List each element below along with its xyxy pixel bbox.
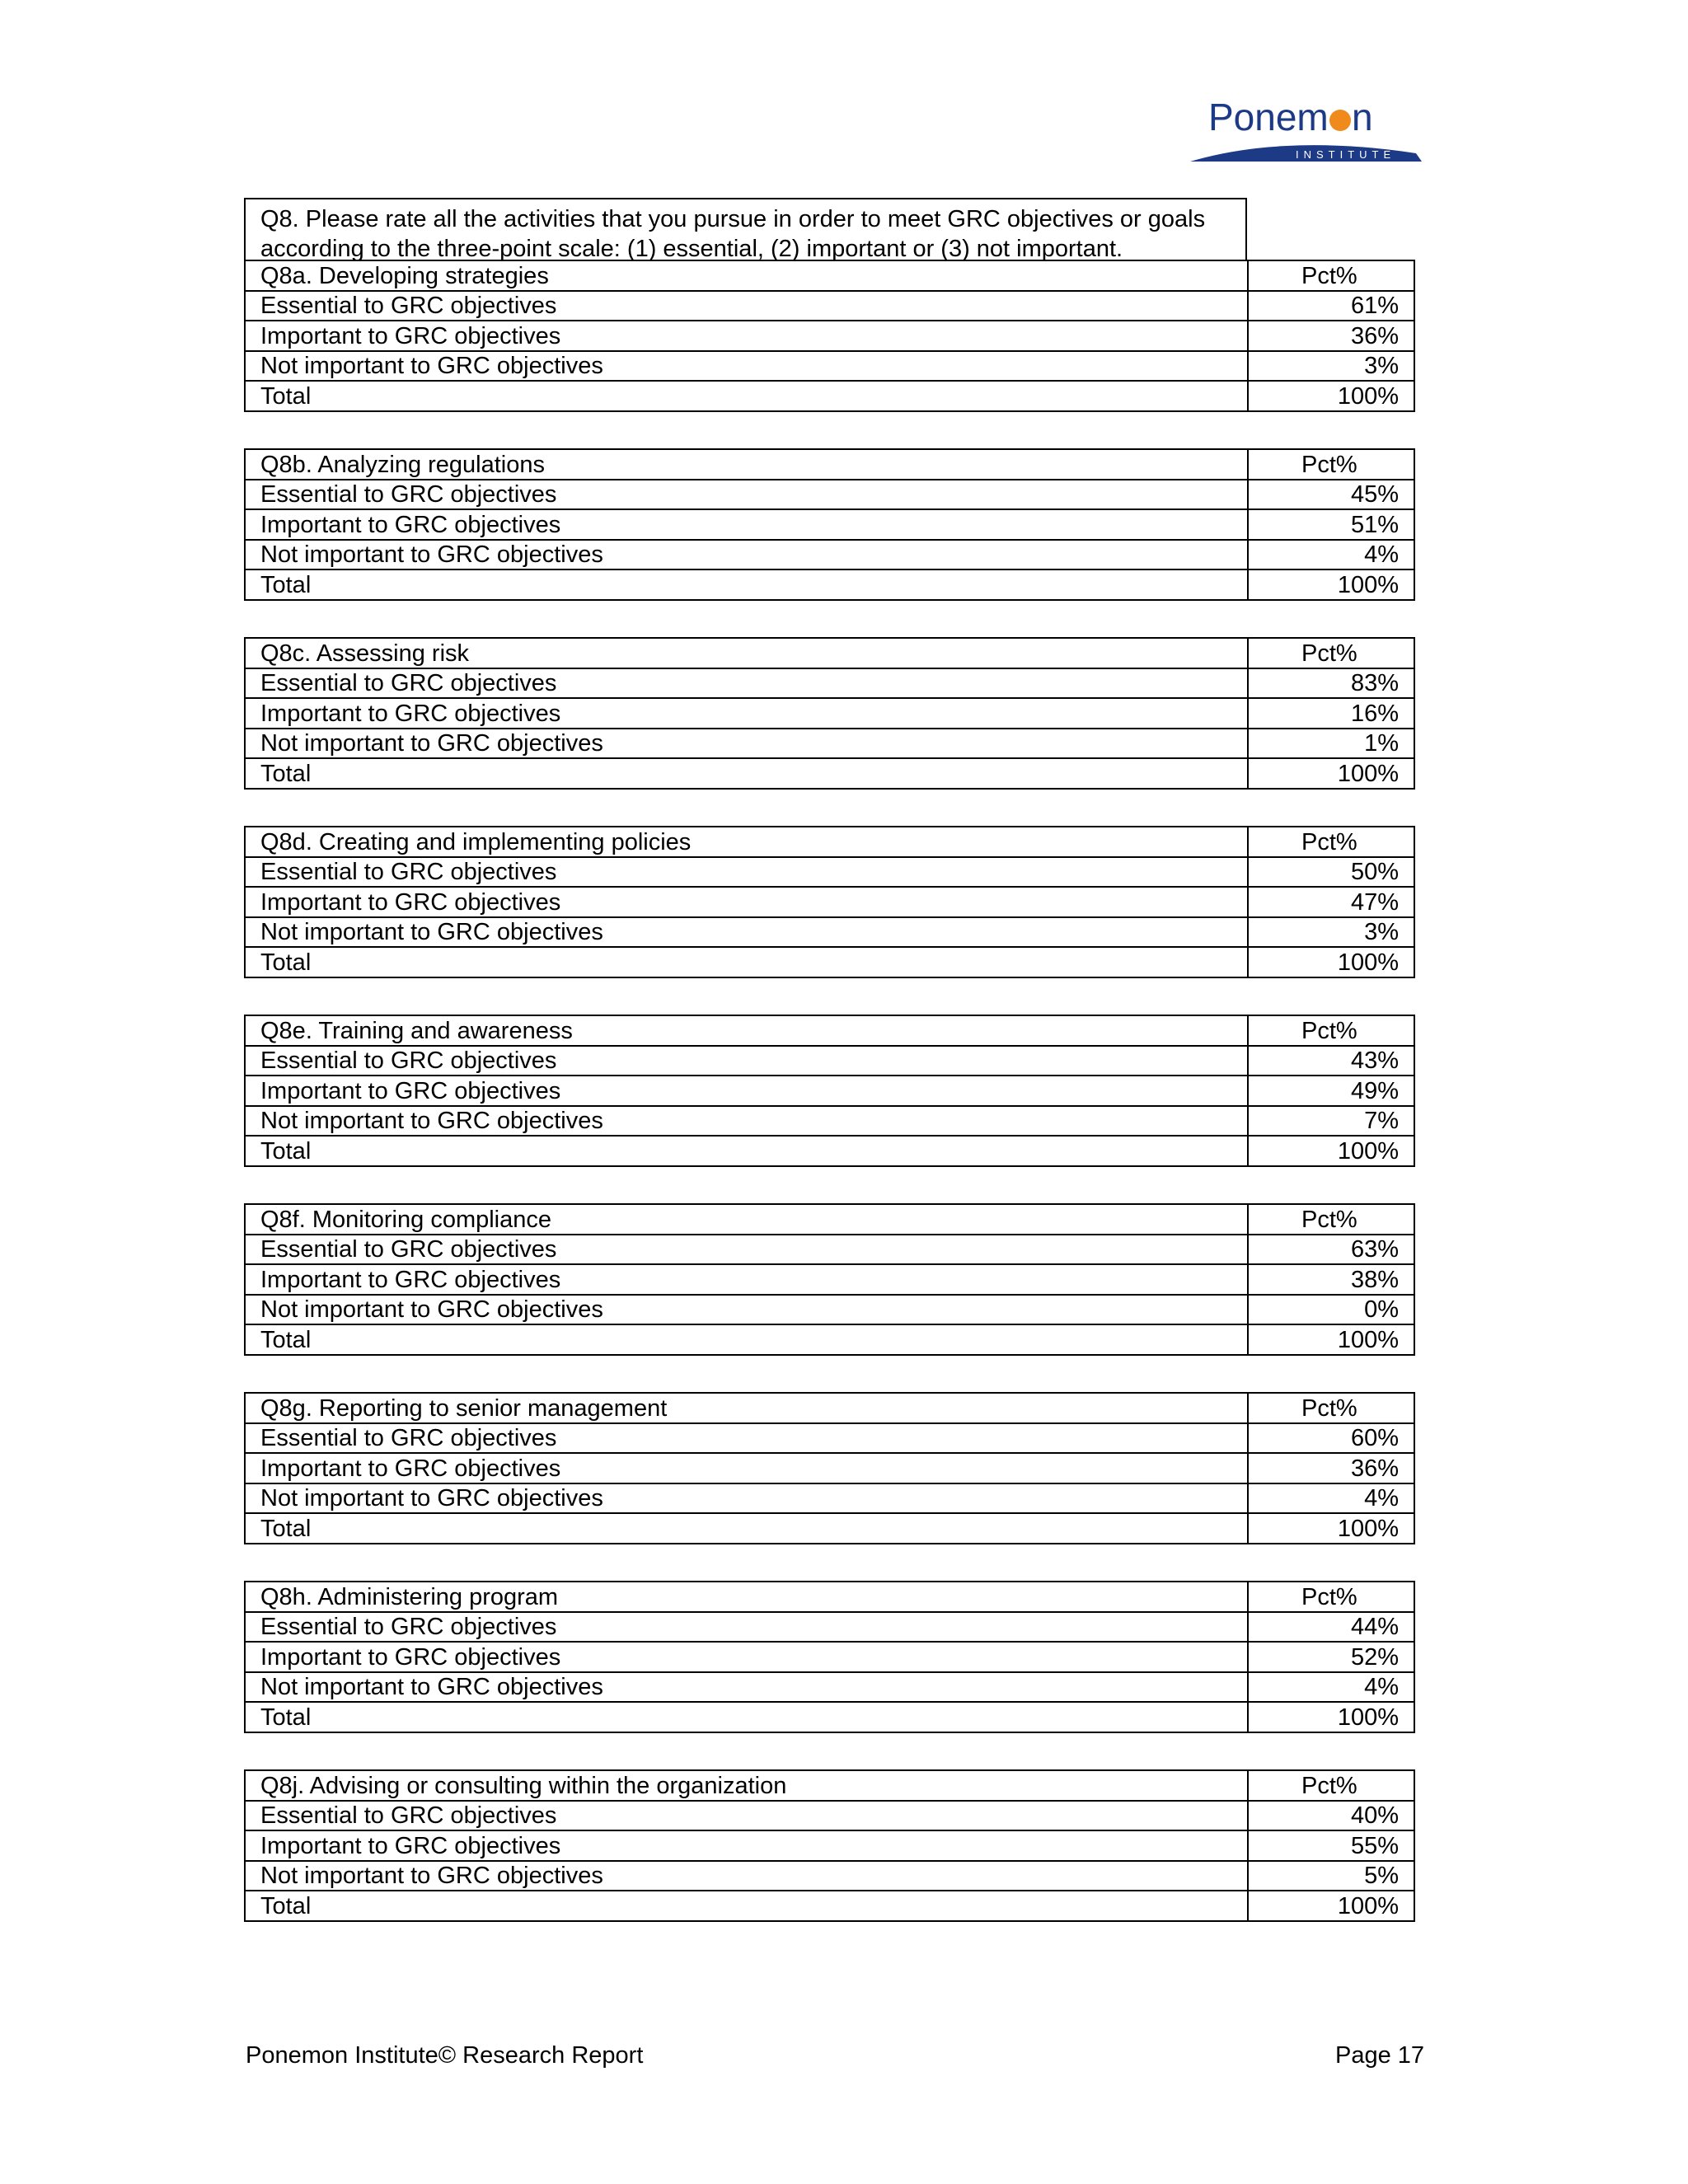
survey-table [244,1015,1415,1167]
pct-column-header: Pct% [1248,1770,1414,1801]
row-label: Important to GRC objectives [245,1264,1248,1295]
logo-wordmark-start: Ponem [1208,97,1329,138]
row-label: Total [245,947,1248,977]
logo-tagline: INSTITUTE [1296,148,1396,161]
row-label: Not important to GRC objectives [245,1295,1248,1325]
row-label: Total [245,1324,1248,1355]
row-value: 100% [1248,1324,1414,1355]
row-label: Not important to GRC objectives [245,917,1248,948]
row-value: 4% [1248,540,1414,570]
table-row [245,1672,1414,1703]
table-row [245,1106,1414,1137]
logo-wordmark-end: n [1352,97,1373,138]
table-row [245,668,1414,699]
table-header-row [245,827,1414,857]
table-row [245,1076,1414,1106]
table-row [245,1612,1414,1643]
table-row [245,480,1414,510]
table-title: Q8e. Training and awareness [245,1015,1248,1046]
row-value: 100% [1248,569,1414,600]
table-row [245,917,1414,948]
row-label: Important to GRC objectives [245,321,1248,351]
table-header-row [245,1015,1414,1046]
row-label: Total [245,1513,1248,1544]
table-row [245,887,1414,917]
pct-column-header: Pct% [1248,1582,1414,1612]
ponemon-logo-graphic [1187,97,1434,171]
table-header-row [245,1770,1414,1801]
pct-column-header: Pct% [1248,638,1414,668]
table-header-row [245,1393,1414,1423]
table-row [245,1642,1414,1672]
table-row [245,1264,1414,1295]
table-row [245,321,1414,351]
table-header-row [245,1204,1414,1235]
row-value: 4% [1248,1483,1414,1514]
table-row [245,729,1414,759]
survey-table [244,260,1415,412]
row-value: 1% [1248,729,1414,759]
row-value: 100% [1248,947,1414,977]
row-value: 3% [1248,351,1414,382]
logo-sun-icon [1329,110,1351,131]
table-row [245,1702,1414,1732]
table-row [245,1891,1414,1921]
row-label: Total [245,1136,1248,1166]
row-value: 52% [1248,1642,1414,1672]
row-value: 49% [1248,1076,1414,1106]
table-row [245,857,1414,888]
survey-table [244,448,1415,601]
row-label: Essential to GRC objectives [245,480,1248,510]
pct-column-header: Pct% [1248,827,1414,857]
table-row [245,291,1414,321]
survey-table [244,1203,1415,1356]
row-label: Essential to GRC objectives [245,1046,1248,1076]
row-value: 7% [1248,1106,1414,1137]
row-label: Essential to GRC objectives [245,1801,1248,1831]
row-value: 16% [1248,698,1414,729]
row-value: 38% [1248,1264,1414,1295]
row-label: Essential to GRC objectives [245,857,1248,888]
row-value: 100% [1248,1513,1414,1544]
row-value: 44% [1248,1612,1414,1643]
row-label: Total [245,381,1248,411]
table-row [245,1830,1414,1861]
row-label: Essential to GRC objectives [245,1235,1248,1265]
row-value: 47% [1248,887,1414,917]
survey-table [244,637,1415,790]
row-value: 100% [1248,758,1414,789]
survey-table [244,1769,1415,1922]
row-label: Not important to GRC objectives [245,1861,1248,1891]
survey-table [244,826,1415,978]
table-title: Q8a. Developing strategies [245,260,1248,291]
row-value: 45% [1248,480,1414,510]
table-title: Q8j. Advising or consulting within the organization [245,1770,1248,1801]
row-value: 61% [1248,291,1414,321]
table-row [245,540,1414,570]
row-label: Not important to GRC objectives [245,1483,1248,1514]
table-title: Q8c. Assessing risk [245,638,1248,668]
pct-column-header: Pct% [1248,449,1414,480]
question-header: Q8. Please rate all the activities that you pursue in order to meet GRC objectives or goals according to the three-point scale: (1) essential, (2) important or (3) not important. [244,198,1247,260]
row-value: 100% [1248,381,1414,411]
row-label: Not important to GRC objectives [245,540,1248,570]
table-row [245,1295,1414,1325]
row-value: 100% [1248,1702,1414,1732]
table-title: Q8g. Reporting to senior management [245,1393,1248,1423]
survey-table [244,1581,1415,1733]
row-label: Total [245,758,1248,789]
table-row [245,351,1414,382]
row-label: Total [245,1891,1248,1921]
row-label: Total [245,1702,1248,1732]
ponemon-logo [1187,97,1434,171]
table-title: Q8d. Creating and implementing policies [245,827,1248,857]
row-label: Essential to GRC objectives [245,1612,1248,1643]
table-row [245,1423,1414,1454]
table-row [245,1235,1414,1265]
row-value: 50% [1248,857,1414,888]
row-label: Essential to GRC objectives [245,668,1248,699]
row-label: Important to GRC objectives [245,1642,1248,1672]
table-row [245,698,1414,729]
table-row [245,1136,1414,1166]
table-row [245,509,1414,540]
pct-column-header: Pct% [1248,1015,1414,1046]
row-value: 4% [1248,1672,1414,1703]
row-label: Essential to GRC objectives [245,1423,1248,1454]
table-row [245,1453,1414,1483]
table-row [245,947,1414,977]
row-value: 51% [1248,509,1414,540]
row-value: 63% [1248,1235,1414,1265]
footer-page-number: Page 17 [1335,2042,1425,2069]
row-value: 3% [1248,917,1414,948]
row-label: Important to GRC objectives [245,509,1248,540]
row-label: Essential to GRC objectives [245,291,1248,321]
row-label: Important to GRC objectives [245,1830,1248,1861]
row-label: Total [245,569,1248,600]
table-row [245,1861,1414,1891]
pct-column-header: Pct% [1248,1393,1414,1423]
table-row [245,1513,1414,1544]
row-value: 0% [1248,1295,1414,1325]
row-value: 36% [1248,321,1414,351]
row-value: 100% [1248,1891,1414,1921]
row-label: Important to GRC objectives [245,1076,1248,1106]
row-value: 36% [1248,1453,1414,1483]
row-label: Important to GRC objectives [245,1453,1248,1483]
pct-column-header: Pct% [1248,1204,1414,1235]
row-label: Not important to GRC objectives [245,729,1248,759]
row-label: Important to GRC objectives [245,887,1248,917]
row-value: 5% [1248,1861,1414,1891]
row-label: Important to GRC objectives [245,698,1248,729]
table-header-row [245,638,1414,668]
table-header-row [245,449,1414,480]
table-title: Q8f. Monitoring compliance [245,1204,1248,1235]
row-label: Not important to GRC objectives [245,1672,1248,1703]
table-header-row [245,260,1414,291]
table-row [245,381,1414,411]
row-label: Not important to GRC objectives [245,1106,1248,1137]
table-title: Q8b. Analyzing regulations [245,449,1248,480]
table-row [245,758,1414,789]
table-row [245,1046,1414,1076]
table-header-row [245,1582,1414,1612]
row-value: 100% [1248,1136,1414,1166]
pct-column-header: Pct% [1248,260,1414,291]
table-row [245,1801,1414,1831]
row-value: 55% [1248,1830,1414,1861]
table-row [245,1483,1414,1514]
survey-table [244,1392,1415,1544]
row-value: 60% [1248,1423,1414,1454]
row-value: 40% [1248,1801,1414,1831]
row-value: 43% [1248,1046,1414,1076]
table-row [245,1324,1414,1355]
table-title: Q8h. Administering program [245,1582,1248,1612]
footer-report-name: Ponemon Institute© Research Report [246,2042,644,2069]
row-label: Not important to GRC objectives [245,351,1248,382]
row-value: 83% [1248,668,1414,699]
table-row [245,569,1414,600]
